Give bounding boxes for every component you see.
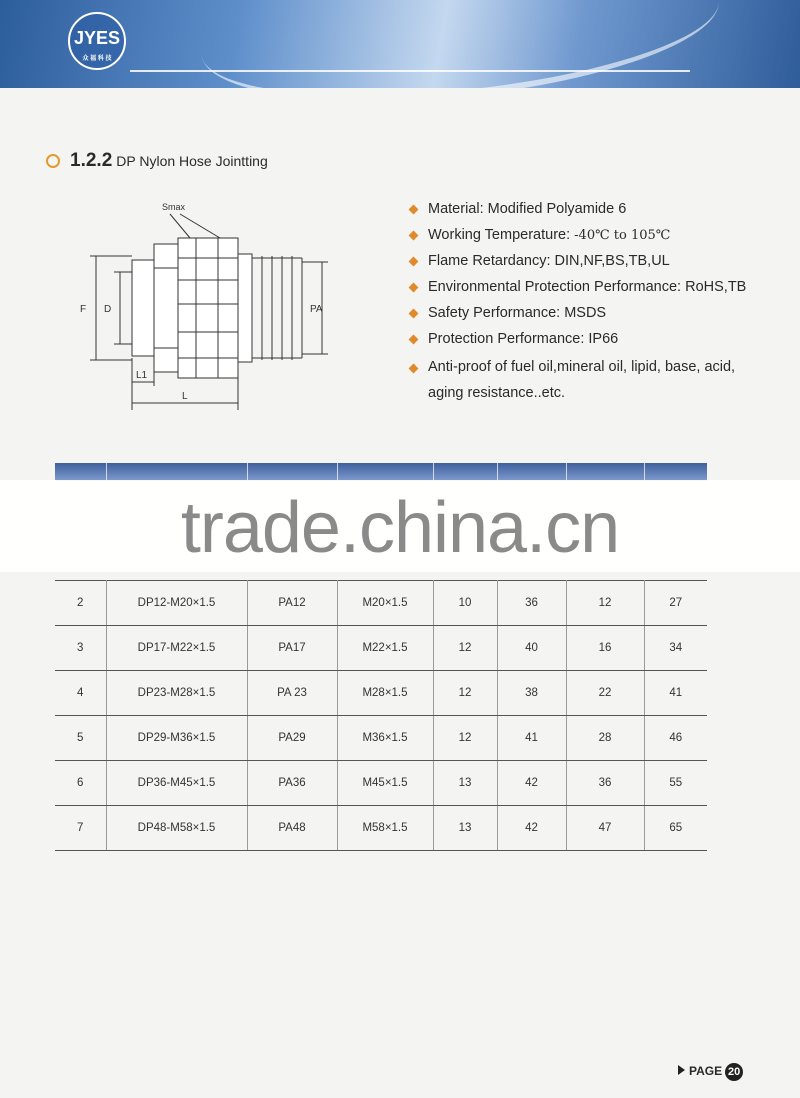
table-cell: 13 xyxy=(433,806,497,851)
diamond-bullet-icon xyxy=(409,335,419,345)
logo-mark: JYES xyxy=(73,28,121,48)
table-cell: DP29-M36×1.5 xyxy=(106,716,247,761)
header-rule xyxy=(130,70,690,72)
dimension-d-label: D xyxy=(104,304,112,315)
feature-label: Protection Performance: xyxy=(428,331,585,347)
dimension-f-label: F xyxy=(80,304,87,315)
page-footer xyxy=(678,1063,743,1081)
page-number: 20 xyxy=(725,1063,743,1081)
feature-working-temperature xyxy=(408,224,788,250)
table-cell: PA36 xyxy=(247,761,337,806)
section-title xyxy=(46,150,268,172)
table-cell: 41 xyxy=(644,671,707,716)
header-divider xyxy=(566,463,567,481)
header-divider xyxy=(497,463,498,481)
table-cell: 65 xyxy=(644,806,707,851)
feature-safety-performance xyxy=(408,302,788,328)
header-divider xyxy=(644,463,645,481)
table-cell: DP36-M45×1.5 xyxy=(106,761,247,806)
table-cell: M20×1.5 xyxy=(337,581,433,626)
table-cell: 42 xyxy=(497,761,566,806)
table-cell: 12 xyxy=(433,671,497,716)
feature-protection-performance xyxy=(408,328,788,354)
section-heading: DP Nylon Hose Jointting xyxy=(116,153,268,169)
table-cell: 5 xyxy=(55,716,106,761)
arrow-right-icon xyxy=(678,1065,685,1075)
table-cell: 27 xyxy=(644,581,707,626)
table-cell: 10 xyxy=(433,581,497,626)
table-cell: 6 xyxy=(55,761,106,806)
table-cell: 47 xyxy=(566,806,644,851)
table-row xyxy=(55,626,707,671)
table-cell: 55 xyxy=(644,761,707,806)
table-cell: PA29 xyxy=(247,716,337,761)
table-cell: PA12 xyxy=(247,581,337,626)
table-row xyxy=(55,671,707,716)
diamond-bullet-icon xyxy=(409,364,419,374)
table-row xyxy=(55,716,707,761)
table-cell: DP17-M22×1.5 xyxy=(106,626,247,671)
diamond-bullet-icon xyxy=(409,205,419,215)
table-cell: 40 xyxy=(497,626,566,671)
bullet-ring-icon xyxy=(46,154,60,168)
company-logo xyxy=(68,12,126,70)
table-cell: 13 xyxy=(433,761,497,806)
table-cell: 36 xyxy=(497,581,566,626)
table-cell: 12 xyxy=(566,581,644,626)
table-cell: DP12-M20×1.5 xyxy=(106,581,247,626)
feature-label: Flame Retardancy: xyxy=(428,253,551,269)
feature-list xyxy=(408,198,788,406)
table-cell: 16 xyxy=(566,626,644,671)
table-cell: DP23-M28×1.5 xyxy=(106,671,247,716)
table-cell: 12 xyxy=(433,626,497,671)
feature-label: Environmental Protection Performance: xyxy=(428,279,682,295)
diamond-bullet-icon xyxy=(409,309,419,319)
table-cell: M22×1.5 xyxy=(337,626,433,671)
feature-label: Safety Performance: xyxy=(428,305,561,321)
table-cell: 28 xyxy=(566,716,644,761)
feature-environmental-protection xyxy=(408,276,788,302)
dimension-smax-label: Smax xyxy=(162,202,186,212)
table-cell: DP48-M58×1.5 xyxy=(106,806,247,851)
diamond-bullet-icon xyxy=(409,283,419,293)
feature-value: MSDS xyxy=(564,305,607,321)
table-row xyxy=(55,581,707,626)
table-cell: 36 xyxy=(566,761,644,806)
table-cell: 12 xyxy=(433,716,497,761)
header-swoosh xyxy=(194,0,725,88)
feature-flame-retardancy xyxy=(408,250,788,276)
dimension-l-label: L xyxy=(182,391,188,402)
feature-value: -40℃ to 105℃ xyxy=(574,228,671,243)
diamond-bullet-icon xyxy=(409,231,419,241)
header-divider xyxy=(433,463,434,481)
table-cell: 3 xyxy=(55,626,106,671)
table-cell: M36×1.5 xyxy=(337,716,433,761)
table-cell: PA 23 xyxy=(247,671,337,716)
dimension-pa-label: PA xyxy=(310,304,323,315)
table-cell: PA48 xyxy=(247,806,337,851)
feature-value: RoHS,TB xyxy=(685,279,747,295)
feature-value: aging resistance..etc. xyxy=(428,385,566,401)
table-cell: 2 xyxy=(55,581,106,626)
header-divider xyxy=(247,463,248,481)
table-cell: 4 xyxy=(55,671,106,716)
table-cell: 34 xyxy=(644,626,707,671)
diamond-bullet-icon xyxy=(409,257,419,267)
table-cell: M45×1.5 xyxy=(337,761,433,806)
feature-material xyxy=(408,198,788,224)
table-row xyxy=(55,761,707,806)
table-header-band xyxy=(55,463,707,481)
table-cell: 7 xyxy=(55,806,106,851)
feature-label: Working Temperature: xyxy=(428,227,571,243)
watermark-text: trade.china.cn xyxy=(180,488,620,568)
logo-subtitle: 众 福 科 技 xyxy=(82,56,112,62)
table-cell: M58×1.5 xyxy=(337,806,433,851)
feature-value: IP66 xyxy=(588,331,619,347)
page-header-banner xyxy=(0,0,800,88)
table-cell: PA17 xyxy=(247,626,337,671)
spec-table xyxy=(55,580,707,851)
table-cell: 22 xyxy=(566,671,644,716)
table-cell: M28×1.5 xyxy=(337,671,433,716)
technical-drawing xyxy=(70,198,350,418)
table-cell: 38 xyxy=(497,671,566,716)
header-divider xyxy=(106,463,107,481)
table-cell: 41 xyxy=(497,716,566,761)
feature-label: Material: xyxy=(428,201,484,217)
table-cell: 46 xyxy=(644,716,707,761)
feature-value: Modified Polyamide 6 xyxy=(487,201,627,217)
feature-value: DIN,NF,BS,TB,UL xyxy=(554,253,670,269)
section-number: 1.2.2 xyxy=(70,150,113,171)
dimension-l1-label: L1 xyxy=(136,370,148,381)
header-divider xyxy=(337,463,338,481)
feature-anti-proof xyxy=(408,354,788,406)
table-row xyxy=(55,806,707,851)
table-cell: 42 xyxy=(497,806,566,851)
feature-label: Anti-proof of fuel oil,mineral oil, lipid, base, acid, xyxy=(428,359,736,375)
page-label: PAGE xyxy=(689,1064,723,1078)
